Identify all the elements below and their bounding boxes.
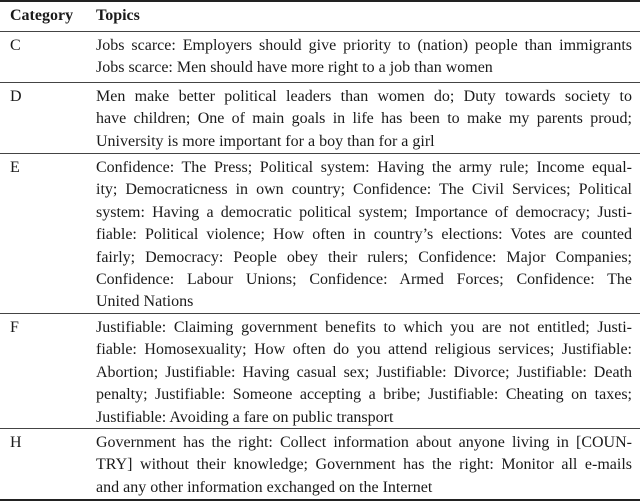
topic-line: and any other information exchanged on the Internet — [96, 478, 433, 496]
topic-line: Confidence: Labour Unions; Confidence: Armed Forces; Confidence: The — [96, 271, 632, 289]
row-topics — [96, 86, 632, 153]
row-topics — [96, 317, 632, 429]
header-rule — [0, 31, 640, 32]
topic-line: Confidence: The Press; Political system: Having the army rule; Income equal- — [96, 159, 632, 176]
row-category: D — [10, 88, 22, 105]
topic-line: TRY] without their knowledge; Government has the right: Monitor all e-mails — [96, 456, 632, 474]
row-category: F — [10, 319, 19, 336]
row-category: E — [10, 159, 20, 176]
topic-line: Government has the right: Collect information about anyone living in [COUN- — [96, 434, 632, 451]
topic-line: have children; One of main goals in life has been to make my parents proud; — [96, 110, 632, 128]
row-rule — [0, 153, 640, 154]
row-category: C — [10, 37, 21, 54]
row-rule — [0, 313, 640, 314]
table-top-rule — [0, 0, 640, 2]
topic-line: ity; Democraticness in own country; Confidence: The Civil Services; Political — [96, 181, 632, 199]
row-category: H — [10, 434, 22, 451]
topic-line: Jobs scarce: Men should have more right to a job than women — [96, 59, 493, 77]
topic-line: system: Having a democratic political system; Importance of democracy; Justi- — [96, 203, 632, 221]
table-bottom-rule — [0, 499, 640, 501]
row-topics — [96, 432, 632, 499]
row-rule — [0, 82, 640, 83]
topic-line: fiable: Homosexuality; How often do you attend religious services; Justifiable: — [96, 341, 632, 359]
topic-line: fiable: Political violence; How often in country’s elections: Votes are counted — [96, 226, 632, 244]
row-rule — [0, 428, 640, 429]
row-topics — [96, 157, 632, 314]
row-topics — [96, 35, 632, 80]
topic-line: Abortion; Justifiable: Having casual sex; Justifiable: Divorce; Justifiable: Death — [96, 363, 632, 381]
topic-line: fairly; Democracy: People obey their rulers; Confidence: Major Companies; — [96, 248, 632, 266]
header-topics: Topics — [96, 7, 140, 24]
topic-line: Jobs scarce: Employers should give priority to (nation) people than immigrants — [96, 37, 632, 54]
topic-line: University is more important for a boy than for a girl — [96, 132, 435, 150]
topic-line: Men make better political leaders than women do; Duty towards society to — [96, 88, 632, 105]
header-category: Category — [10, 7, 74, 24]
topic-line: United Nations — [96, 293, 194, 311]
topic-line: penalty; Justifiable: Someone accepting a bribe; Justifiable: Cheating on taxes; — [96, 386, 632, 404]
topic-line: Justifiable: Avoiding a fare on public transport — [96, 408, 394, 426]
topic-line: Justifiable: Claiming government benefits to which you are not entitled; Justi- — [96, 319, 632, 336]
